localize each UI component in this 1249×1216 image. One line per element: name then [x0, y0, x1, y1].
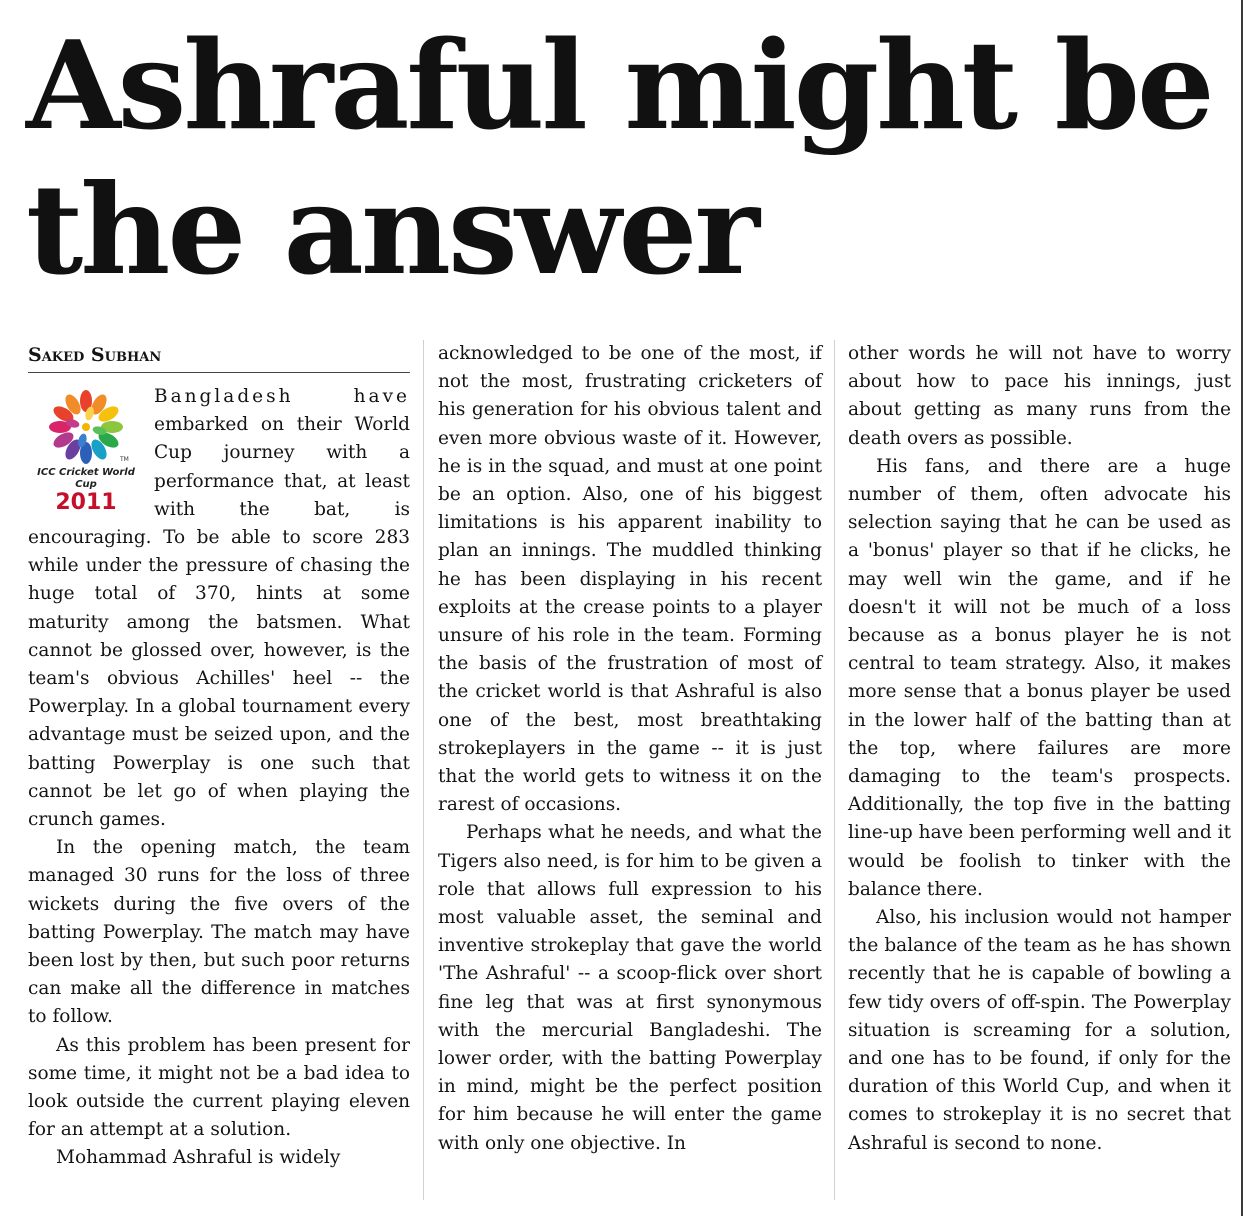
- paragraph: As this problem has been present for some time, it might not be a bad idea to look outside the current playing eleven for an attempt at a solution.: [28, 1034, 410, 1141]
- paragraph-text: embarked on their World Cup journey with a performance that, at least with the bat, is encouraging. To be able to score 283 while under the pressure of chasing the huge total of 370, hints at some maturity among the batsmen. What cannot be glossed over, however, is the team's obvious Achilles' heel -- the Powerplay. In a global tournament every advantage must be seized upon, and the batting Powerplay is one such that cannot be let go of when playing the crunch games.: [28, 414, 410, 831]
- column-divider: [423, 340, 424, 1200]
- logo-caption: ICC Cricket World Cup: [37, 467, 135, 490]
- headline: [26, 12, 1226, 304]
- trademark-mark: TM: [120, 456, 129, 463]
- paragraph: In the opening match, the team managed 30 runs for the loss of three wickets during the five overs of the batting Powerplay. The match may have been lost by then, but such poor returns can make all the difference in matches to follow.: [28, 837, 410, 1028]
- page-edge-rule: [1241, 0, 1243, 1216]
- world-cup-logo: [26, 383, 146, 523]
- world-cup-emblem-icon: [40, 387, 132, 467]
- column-divider: [834, 340, 835, 1200]
- paragraph: other words he will not have to worry about how to pace his innings, just about getting as many runs from the death overs as possible.: [848, 343, 1231, 449]
- paragraph: Also, his inclusion would not hamper the balance of the team as he has shown recently that he is capable of bowling a few tidy overs of off-spin. The Powerplay situation is screaming for a solution, and one has to be found, if only for the duration of this World Cup, and when it comes to strokeplay it is no secret that Ashraful is second to none.: [848, 907, 1231, 1154]
- lead-in: Bangladesh have: [154, 386, 410, 407]
- paragraph: acknowledged to be one of the most, if not the most, frustrating cricketers of his generation for his obvious talent and even more obvious waste of it. However, he is in the squad, and must at one point be an option. Also, one of his biggest limitations is his apparent inability to plan an innings. The muddled thinking he has been displaying in his recent exploits at the crease points to a player unsure of his role in the team. Forming the basis of the frustration of most of the cricket world is that Ashraful is also one of the best, most breathtaking strokeplayers in the game -- it is just that the world gets to witness it on the rarest of occasions.: [438, 343, 822, 816]
- paragraph: Perhaps what he needs, and what the Tigers also need, is for him to be given a role that allows full expression to his most valuable asset, the seminal and inventive strokeplay that gave the world 'The Ashraful' -- a scoop-flick over short fine leg that was at first synonymous with the mercurial Bangladeshi. The lower order, with the batting Powerplay in mind, might be the perfect position for him because he will enter the game with only one objective. In: [438, 822, 822, 1154]
- headline-line-2: the answer: [26, 158, 757, 303]
- article-column-2: [438, 340, 822, 1158]
- logo-year: 2011: [55, 490, 117, 515]
- article-column-3: [848, 340, 1231, 1158]
- headline-line-1: Ashraful might be: [26, 13, 1212, 157]
- article-column-1: [28, 340, 410, 1173]
- byline: Saked Subhan: [28, 340, 410, 373]
- paragraph: His fans, and there are a huge number of them, often advocate his selection saying that he can be used as a 'bonus' player so that if he clicks, he may well win the game, and if he doesn't it will not be much of a loss because as a bonus player he is not central to team strategy. Also, it makes more sense that a bonus player be used in the lower half of the batting than at the top, where failures are more damaging to the team's prospects. Additionally, the top five in the batting line-up have been performing well and it would be foolish to tinker with the balance there.: [848, 455, 1231, 900]
- paragraph: Mohammad Ashraful is widely: [56, 1147, 341, 1169]
